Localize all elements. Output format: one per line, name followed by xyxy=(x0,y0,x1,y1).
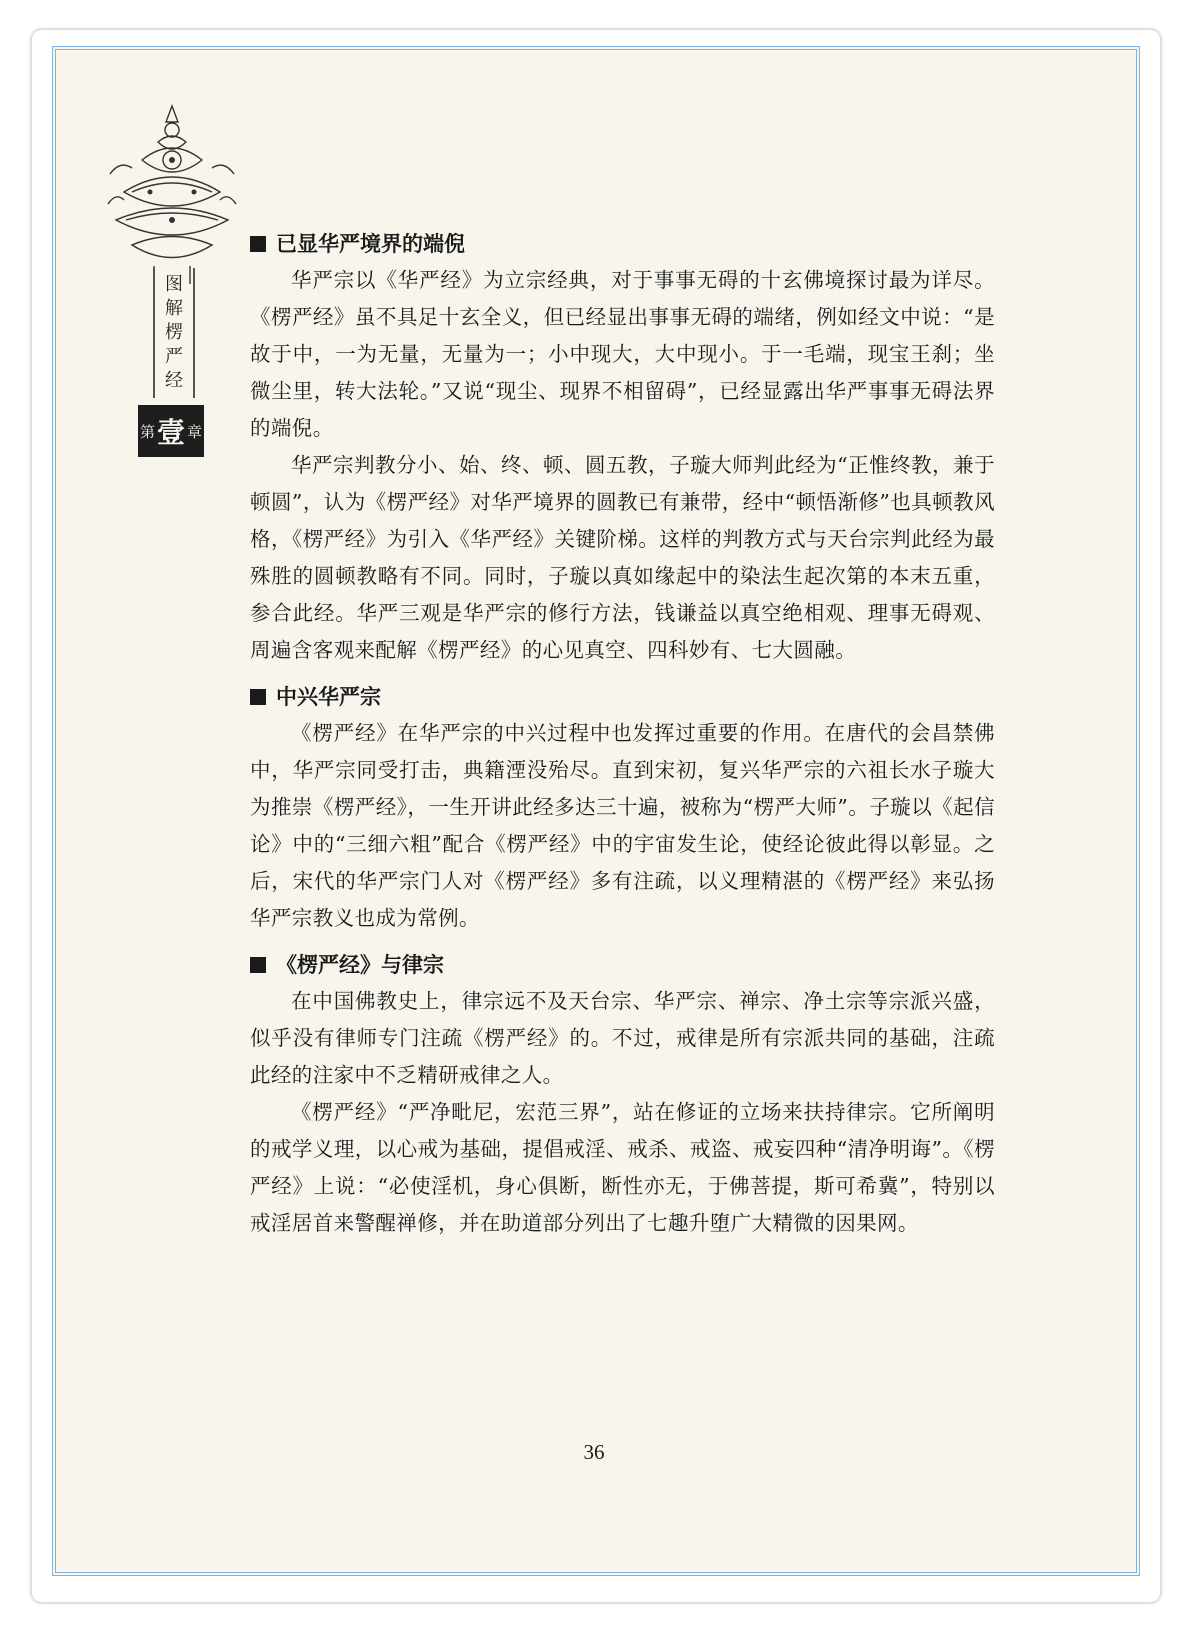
page-number: 36 xyxy=(583,1440,605,1464)
chapter-suffix: 章 xyxy=(187,422,203,441)
body-paragraph: 在中国佛教史上，律宗远不及天台宗、华严宗、禅宗、净土宗等宗派兴盛，似乎没有律师专门注疏《楞严经》的。不过，戒律是所有宗派共同的基础，注疏此经的注家中不乏精研戒律之人。 xyxy=(250,989,995,1087)
bullet-square-icon xyxy=(250,957,266,973)
section-heading xyxy=(250,679,995,715)
main-content xyxy=(250,226,995,1242)
chapter-number: 壹 xyxy=(156,416,185,449)
chapter-prefix: 第 xyxy=(139,422,155,441)
body-paragraph: 华严宗判教分小、始、终、顿、圆五教，子璇大师判此经为“正惟终教，兼于顿圆”，认为《楞严经》对华严境界的圆教已有兼带，经中“顿悟渐修”也具顿教风格，《楞严经》为引入《华严经》关键阶梯。这样的判教方式与天台宗判此经为最殊胜的圆顿教略有不同。同时，子璇以真如缘起中的染法生起次第的本末五重，参合此经。华严三观是华严宗的修行方法，钱谦益以真空绝相观、理事无碍观、周遍含客观来配解《楞严经》的心见真空、四科妙有、七大圆融。 xyxy=(250,453,995,662)
lotus-ornament-icon xyxy=(102,100,242,285)
book-title-char: 经 xyxy=(165,370,183,391)
book-title-char: 图 xyxy=(165,274,183,295)
bullet-square-icon xyxy=(250,236,266,252)
section-heading-text: 中兴华严宗 xyxy=(276,685,381,709)
section-heading-text: 《楞严经》与律宗 xyxy=(276,953,444,977)
body-paragraph: 《楞严经》“严净毗尼，宏范三界”，站在修证的立场来扶持律宗。它所阐明的戒学义理，以心戒为基础，提倡戒淫、戒杀、戒盗、戒妄四种“清净明诲”。《楞严经》上说：“必使淫机，身心俱断，断性亦无，于佛菩提，斯可希冀”，特别以戒淫居首来警醒禅修，并在助道部分列出了七趣升堕广大精微的因果网。 xyxy=(250,1100,995,1235)
body-paragraph: 华严宗以《华严经》为立宗经典，对于事事无碍的十玄佛境探讨最为详尽。《楞严经》虽不具足十玄全义，但已经显出事事无碍的端绪，例如经文中说：“是故于中，一为无量，无量为一；小中现大，大中现小。于一毛端，现宝王刹；坐微尘里，转大法轮。”又说“现尘、现界不相留碍”，已经显露出华严事事无碍法界的端倪。 xyxy=(250,268,995,440)
book-title-char: 严 xyxy=(165,346,183,367)
section-heading-text: 已显华严境界的端倪 xyxy=(276,232,465,256)
bullet-square-icon xyxy=(250,689,266,705)
book-title-char: 解 xyxy=(165,298,183,319)
book-title-vertical xyxy=(153,268,195,398)
book-title-char: 楞 xyxy=(165,322,183,343)
section-heading xyxy=(250,226,995,262)
chapter-badge xyxy=(138,405,204,457)
section-heading xyxy=(250,947,995,983)
body-paragraph: 《楞严经》在华严宗的中兴过程中也发挥过重要的作用。在唐代的会昌禁佛中，华严宗同受打击，典籍湮没殆尽。直到宋初，复兴华严宗的六祖长水子璇大为推崇《楞严经》，一生开讲此经多达三十遍，被称为“楞严大师”。子璇以《起信论》中的“三细六粗”配合《楞严经》中的宇宙发生论，使经论彼此得以彰显。之后，宋代的华严宗门人对《楞严经》多有注疏，以义理精湛的《楞严经》来弘扬华严宗教义也成为常例。 xyxy=(250,721,995,930)
